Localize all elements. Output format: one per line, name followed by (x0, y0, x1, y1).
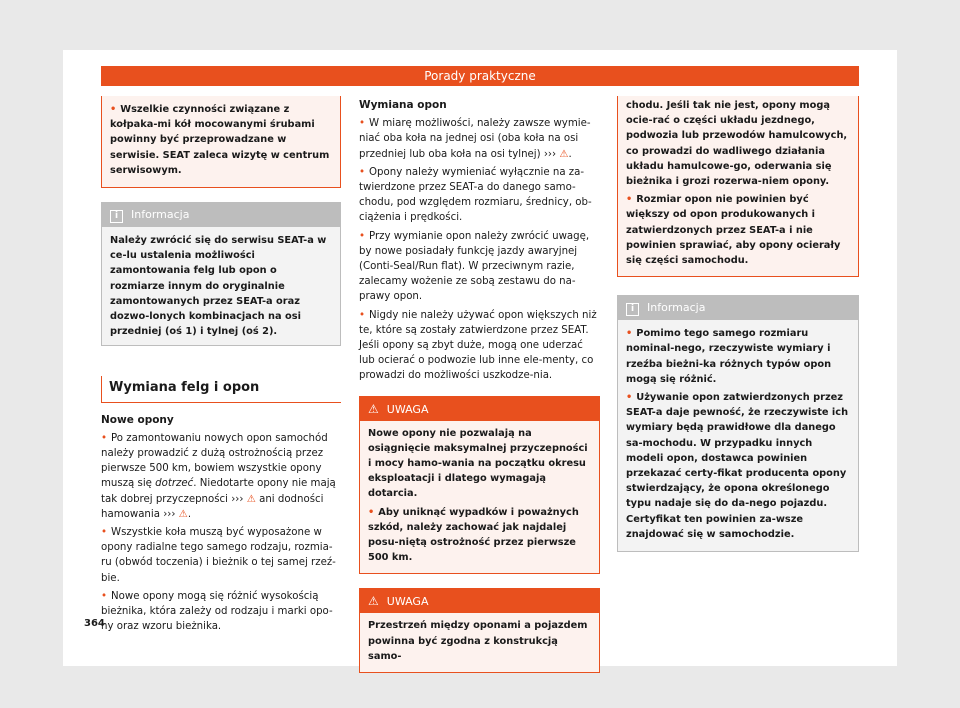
info-icon: i (110, 210, 123, 223)
paragraph-new-tyres-3: • Nowe opony mogą się różnić wysokością bieżnika, która zależy od rodzaju i marki opo-ny oraz wzoru bieżnika. (101, 589, 341, 635)
warning-box-2-continued (617, 96, 859, 277)
warning-box-2 (359, 588, 600, 673)
warning-triangle-icon[interactable]: ⚠ (559, 148, 569, 160)
info-box-header: i Informacja (618, 296, 858, 320)
warning-triangle-icon[interactable]: ⚠ (246, 493, 256, 505)
info-box (617, 295, 859, 552)
info-bullet: • Używanie opon zatwierdzonych przez SEAT-a daje pewność, że rzeczywiste ich wymiary będą prawidłowe dla danego sa-mochodu. W przypadku innych modeli opon, dostawca powinien przekazać certy-fikat producenta opony stwierdzający, że opona określonego typu nadaje się do da-nego pojazdu. Certyfikat ten powinien za-wsze znajdować się w samochodzie. (626, 390, 850, 542)
warning-bullet: • Wszelkie czynności związane z kołpaka-mi kół mocowanymi śrubami powinny być przeprowadzane w serwisie. SEAT zaleca wizytę w centrum serwisowym. (110, 102, 332, 178)
warning-box-header: ⚠ UWAGA (360, 397, 599, 421)
paragraph-replacement-3: • Przy wymianie opon należy zwrócić uwagę, by nowe posiadały funkcję jazdy awaryjnej (Conti-Seal/Run flat). W przeciwnym razie, zalecamy wożenie ze sobą zestawu do na-prawy opon. (359, 229, 600, 305)
warning-triangle-icon: ⚠ (368, 594, 379, 609)
paragraph-replacement-1: • W miarę możliwości, należy zawsze wymie-niać oba koła na jednej osi (oba koła na osi przedniej lub oba koła na osi tylnej) ››› ⚠. (359, 116, 600, 162)
warning-text: chodu. Jeśli tak nie jest, opony mogą ocie-rać o części układu jezdnego, podwozia lub przewodów hamulcowych, co prowadzi do wadliwego działania układu hamulcowe-go, oderwania się bieżnika i grozi rozerwa-niem opony. (626, 100, 848, 188)
warning-box-1 (359, 396, 600, 575)
warning-box-header: ⚠ UWAGA (360, 589, 599, 613)
page-header: Porady praktyczne (101, 66, 859, 86)
subheading-new-tyres: Nowe opony (101, 413, 174, 426)
subheading-tyre-replacement: Wymiana opon (359, 99, 447, 111)
warning-triangle-icon[interactable]: ⚠ (178, 508, 188, 520)
warning-bullet: • Rozmiar opon nie powinien być większy od opon produkowanych i zatwierdzonych przez SEAT-a i nie powinien sprawiać, aby opony ocierały się części samochodu. (626, 192, 850, 268)
page-number: 364 (84, 618, 105, 629)
warning-triangle-icon: ⚠ (368, 401, 379, 416)
info-icon: i (626, 303, 639, 316)
warning-text: Nowe opony nie pozwalają na osiągnięcie maksymalnej przyczepności i mocy hamo-wania na początku okresu eksploatacji i dlatego wymagają dotarcia. (368, 427, 588, 500)
paragraph-new-tyres-2: • Wszystkie koła muszą być wyposażone w opony radialne tego samego rodzaju, rozmia-ru (obwód toczenia) i bieżnik o tej samej rzeź-bie. (101, 525, 341, 586)
column-2 (359, 96, 600, 673)
warning-text: Przestrzeń między oponami a pojazdem powinna być zgodna z konstrukcją samo- (368, 620, 588, 662)
paragraph-replacement-2: • Opony należy wymieniać wyłącznie na za-twierdzone przez SEAT-a do danego samo-chodu, pod względem rozmiaru, średnicy, ob-ciążenia i prędkości. (359, 165, 600, 226)
section-title: Wymiana felg i opon (101, 376, 341, 402)
warning-box-continued (101, 96, 341, 188)
info-box-header: i Informacja (102, 203, 340, 227)
column-3 (617, 96, 859, 552)
info-box (101, 202, 341, 346)
info-bullet: • Pomimo tego samego rozmiaru nominal-nego, rzeczywiste wymiary i rzeźba bieżni-ka różnych typów opon mogą się różnić. (626, 326, 850, 387)
info-box-text: Należy zwrócić się do serwisu SEAT-a w ce-lu ustalenia możliwości zamontowania felg lub opon o rozmiarze innym do oryginalnie zamontowanych przez SEAT-a oraz dozwo-lonych kombinacjach na osi przedniej (oś 1) i tylnej (oś 2). (110, 235, 327, 338)
column-1 (101, 96, 341, 637)
warning-bullet: • Aby uniknąć wypadków i poważnych szkód, należy zachować jak najdalej posu-niętą ostrożność przez pierwsze 500 km. (368, 505, 591, 566)
paragraph-replacement-4: • Nigdy nie należy używać opon większych niż te, które są zostały zatwierdzone przez SEAT. Jeśli opony są zbyt duże, mogą one uderzać lub ocierać o podwozie lub inne ele-menty, co prowadzi do możliwości uszkodze-nia. (359, 308, 600, 384)
paragraph-new-tyres-1: • Po zamontowaniu nowych opon samochód należy prowadzić z dużą ostrożnością przez pierwsze 500 km, bowiem wszystkie opony muszą się dotrzeć. Niedotarte opony nie mają tak dobrej przyczepności ››› ⚠ ani dodności hamowania ››› ⚠. (101, 431, 341, 522)
